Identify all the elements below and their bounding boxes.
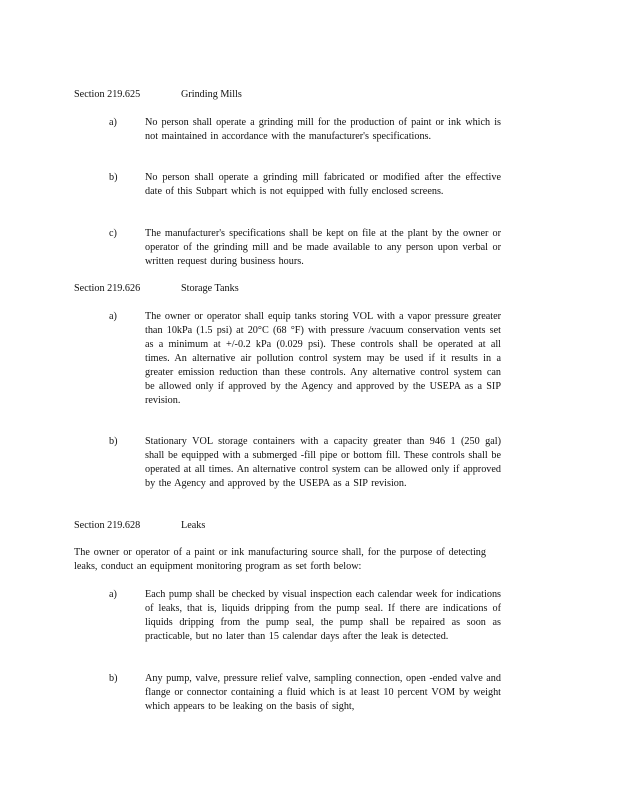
item-label: b) [109, 172, 118, 183]
section-number: Section 219.628 [74, 520, 141, 531]
item-text: Stationary VOL storage containers with a capacity greater than 946 1 (250 gal) shall be equipped with a submerged -fill pipe or bottom fill. These controls shall be operated at all times. An alternative control system can be allowed only if approved by the Agency and approved by the USEPA as a SIP revision. [145, 436, 501, 489]
section-number: Section 219.625 [74, 89, 141, 100]
section-number: Section 219.626 [74, 283, 141, 294]
item-text: The manufacturer's specifications shall be kept on file at the plant by the owner or operator of the grinding mill and be made available to any person upon verbal or written request during business hours. [145, 228, 501, 267]
section-title: Grinding Mills [181, 89, 242, 100]
item-text: No person shall operate a grinding mill fabricated or modified after the effective date of this Subpart which is not equipped with fully enclosed screens. [145, 172, 501, 197]
item-label: c) [109, 228, 117, 239]
item-label: b) [109, 673, 118, 684]
section-title: Storage Tanks [181, 283, 239, 294]
item-label: a) [109, 311, 117, 322]
item-label: a) [109, 117, 117, 128]
section-title: Leaks [181, 520, 206, 531]
section-intro-paragraph: The owner or operator of a paint or ink manufacturing source shall, for the purpose of detecting leaks, conduct an equipment monitoring program as set forth below: [74, 547, 486, 572]
item-text: Each pump shall be checked by visual inspection each calendar week for indications of leaks, that is, liquids dripping from the pump seal. If there are indications of liquids dripping from the pump seal, the pump shall be repaired as soon as practicable, but no later than 15 calendar days after the leak is detected. [145, 589, 501, 642]
item-text: The owner or operator shall equip tanks storing VOL with a vapor pressure greater than 10kPa (1.5 psi) at 20°C (68 °F) with pressure /vacuum conservation vents set as a minimum at +/-0.2 kPa (0.029 psi). These controls shall be operated at all times. An alternative air pollution control system may be used if it results in a greater emission reduction than these controls. Any alternative control system can be allowed only if approved by the Agency and approved by the USEPA as a SIP revision. [145, 311, 501, 406]
item-text: Any pump, valve, pressure relief valve, sampling connection, open -ended valve and flange or connector containing a fluid which is at least 10 percent VOM by weight which appears to be leaking on the basis of sight, [145, 673, 501, 712]
item-label: b) [109, 436, 118, 447]
item-text: No person shall operate a grinding mill for the production of paint or ink which is not maintained in accordance with the manufacturer's specifications. [145, 117, 501, 142]
item-label: a) [109, 589, 117, 600]
